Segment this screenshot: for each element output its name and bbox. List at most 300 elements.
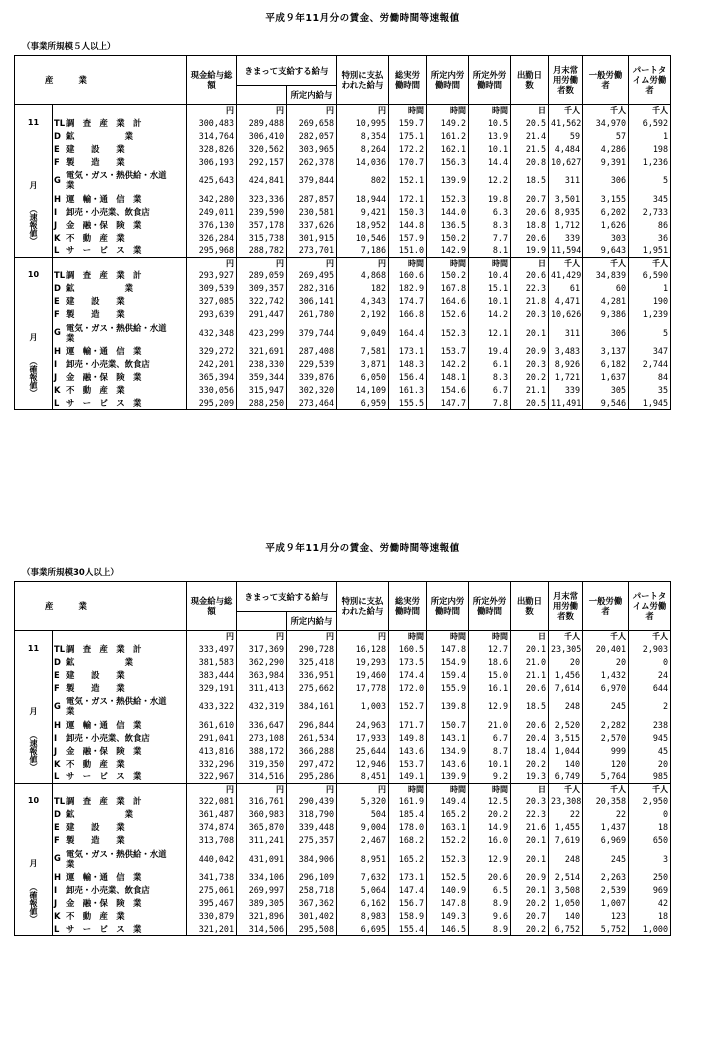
value-cell: 302,320 (287, 384, 337, 397)
value-cell: 150.7 (427, 718, 469, 731)
value-cell: 7,581 (337, 345, 389, 358)
value-cell: 289,059 (237, 269, 287, 282)
industry-code: G (54, 853, 61, 863)
table-row (15, 371, 711, 384)
value-cell: 384,161 (287, 694, 337, 718)
month-status: （確報値） (29, 357, 38, 398)
value-cell: 8.3 (469, 371, 511, 384)
value-cell: 6,050 (337, 371, 389, 384)
value-cell: 18.4 (511, 744, 549, 757)
unit-row (15, 783, 711, 795)
value-cell: 440,042 (187, 847, 237, 871)
unit-label: 日 (511, 105, 549, 117)
unit-label: 時間 (469, 257, 511, 269)
value-cell: 20.6 (469, 871, 511, 884)
cash-total-header: 現金給与総額 (187, 56, 237, 105)
unit-label: 円 (237, 257, 287, 269)
value-cell: 320,562 (237, 142, 287, 155)
value-cell: 1,721 (549, 371, 583, 384)
unit-blank (53, 105, 187, 117)
value-cell: 342,280 (187, 192, 237, 205)
industry-code: F (54, 156, 60, 167)
value-cell: 171.7 (389, 718, 427, 731)
value-cell: 379,844 (287, 168, 337, 192)
header-row (15, 56, 711, 86)
value-cell: 10,627 (549, 155, 583, 168)
value-cell: 345 (629, 192, 671, 205)
unit-label: 円 (287, 631, 337, 643)
value-cell: 379,744 (287, 321, 337, 345)
value-cell: 336,647 (237, 718, 287, 731)
value-cell: 2,733 (629, 205, 671, 218)
part-time-header: パートタイム労働者 (629, 582, 671, 631)
value-cell: 295,209 (187, 397, 237, 410)
value-cell: 20.9 (511, 871, 549, 884)
value-cell: 269,495 (287, 269, 337, 282)
value-cell: 1,712 (549, 218, 583, 231)
value-cell: 644 (629, 681, 671, 694)
value-cell: 504 (337, 808, 389, 821)
value-cell: 322,081 (187, 795, 237, 808)
value-cell: 296,844 (287, 718, 337, 731)
table-row (15, 834, 711, 847)
value-cell: 334,106 (237, 871, 287, 884)
value-cell: 6.7 (469, 731, 511, 744)
value-cell: 5,064 (337, 884, 389, 897)
industry-name: 卸売・小売業、飲食店 (66, 206, 150, 217)
value-cell: 9,391 (583, 155, 629, 168)
unit-label: 円 (287, 257, 337, 269)
industry-label (53, 655, 187, 668)
industry-name: 不 動 産 業 (66, 758, 125, 769)
overtime-hours-header: 所定外労働時間 (469, 56, 511, 105)
value-cell: 163.1 (427, 821, 469, 834)
table-row (15, 384, 711, 397)
value-cell: 20.3 (511, 795, 549, 808)
value-cell: 1,003 (337, 694, 389, 718)
value-cell: 2,192 (337, 308, 389, 321)
value-cell: 20.6 (511, 269, 549, 282)
industry-label (53, 205, 187, 218)
industry-label (53, 218, 187, 231)
value-cell: 152.1 (389, 168, 427, 192)
value-cell: 3,155 (583, 192, 629, 205)
table-row (15, 321, 711, 345)
special-pay-header: 特別に支払われた給与 (337, 582, 389, 631)
industry-label (53, 821, 187, 834)
unit-row (15, 105, 711, 117)
value-cell: 157.9 (389, 231, 427, 244)
industry-code: L (54, 245, 60, 256)
value-cell: 25,644 (337, 744, 389, 757)
table-row (15, 923, 711, 936)
value-cell: 413,816 (187, 744, 237, 757)
industry-name: 建 設 業 (66, 296, 125, 306)
value-cell: 275,061 (187, 884, 237, 897)
value-cell: 14.9 (469, 821, 511, 834)
value-cell: 162.1 (427, 142, 469, 155)
industry-name: 不 動 産 業 (66, 911, 125, 921)
size-scale-label: （事業所規模５人以上） (22, 42, 116, 52)
unit-label: 時間 (427, 105, 469, 117)
value-cell: 3,137 (583, 345, 629, 358)
value-cell: 388,172 (237, 744, 287, 757)
industry-label (53, 923, 187, 936)
value-cell: 2,282 (583, 718, 629, 731)
value-cell: 985 (629, 770, 671, 783)
industry-label (53, 295, 187, 308)
industry-name: 運 輸・通 信 業 (66, 346, 142, 356)
industry-label (53, 871, 187, 884)
value-cell: 330,056 (187, 384, 237, 397)
value-cell: 306,410 (237, 129, 287, 142)
value-cell: 381,583 (187, 655, 237, 668)
value-cell: 336,951 (287, 668, 337, 681)
industry-label (53, 116, 187, 129)
table-row (15, 295, 711, 308)
value-cell: 306 (583, 321, 629, 345)
value-cell: 140.9 (427, 884, 469, 897)
value-cell: 19.4 (469, 345, 511, 358)
value-cell: 300,483 (187, 116, 237, 129)
value-cell: 7,614 (549, 681, 583, 694)
industry-name: 製 造 業 (66, 682, 125, 693)
value-cell: 6,202 (583, 205, 629, 218)
value-cell: 11,491 (549, 397, 583, 410)
value-cell: 6,749 (549, 770, 583, 783)
unit-label: 千人 (549, 105, 583, 117)
unit-blank (53, 783, 187, 795)
industry-label (53, 129, 187, 142)
value-cell: 317,369 (237, 642, 287, 655)
value-cell: 802 (337, 168, 389, 192)
industry-name: 電気・ガス・熱供給・水道業 (66, 170, 167, 190)
value-cell: 2,520 (549, 718, 583, 731)
value-cell: 363,984 (237, 668, 287, 681)
unit-label: 千人 (583, 257, 629, 269)
value-cell: 165.2 (389, 847, 427, 871)
unit-label: 時間 (389, 257, 427, 269)
industry-name: 卸売・小売業、飲食店 (66, 732, 150, 743)
value-cell: 269,997 (237, 884, 287, 897)
value-cell: 12.1 (469, 321, 511, 345)
value-cell: 2,514 (549, 871, 583, 884)
value-cell: 262,378 (287, 155, 337, 168)
unit-label: 千人 (549, 631, 583, 643)
table-row (15, 142, 711, 155)
value-cell: 366,288 (287, 744, 337, 757)
stats-table (14, 55, 711, 410)
industry-label (53, 397, 187, 410)
value-cell: 395,467 (187, 897, 237, 910)
header-row (15, 582, 711, 612)
value-cell: 20.2 (511, 897, 549, 910)
unit-label: 時間 (389, 783, 427, 795)
value-cell: 8,983 (337, 910, 389, 923)
unit-label: 日 (511, 783, 549, 795)
industry-label (53, 142, 187, 155)
industry-name: 建 設 業 (66, 669, 125, 680)
value-cell: 314,764 (187, 129, 237, 142)
table-row (15, 884, 711, 897)
value-cell: 2,539 (583, 884, 629, 897)
value-cell: 190 (629, 295, 671, 308)
value-cell: 19,293 (337, 655, 389, 668)
value-cell: 4,281 (583, 295, 629, 308)
industry-code: G (54, 700, 61, 711)
industry-name: 金 融・保 険 業 (66, 745, 142, 756)
value-cell: 21.1 (511, 384, 549, 397)
value-cell: 120 (583, 757, 629, 770)
unit-label: 時間 (469, 631, 511, 643)
value-cell: 297,472 (287, 757, 337, 770)
value-cell: 20.6 (511, 718, 549, 731)
industry-label (53, 168, 187, 192)
value-cell: 2,744 (629, 358, 671, 371)
value-cell: 282,316 (287, 282, 337, 295)
value-cell: 20.1 (511, 884, 549, 897)
value-cell: 321,201 (187, 923, 237, 936)
unit-label: 時間 (389, 105, 427, 117)
value-cell: 245 (583, 847, 629, 871)
value-cell: 273,108 (237, 731, 287, 744)
value-cell: 60 (583, 282, 629, 295)
value-cell: 172.2 (389, 142, 427, 155)
value-cell: 20.1 (511, 847, 549, 871)
value-cell: 20.7 (511, 192, 549, 205)
value-cell: 22.3 (511, 808, 549, 821)
month-suffix: 月 (29, 706, 38, 716)
industry-code: F (54, 835, 60, 845)
value-cell: 10,995 (337, 116, 389, 129)
table-row (15, 308, 711, 321)
value-cell: 250 (629, 871, 671, 884)
value-cell: 20.2 (469, 808, 511, 821)
value-cell: 20.1 (511, 834, 549, 847)
value-cell: 365,870 (237, 821, 287, 834)
general-workers-header: 一般労働者 (583, 582, 629, 631)
industry-code: D (54, 130, 61, 141)
value-cell: 238 (629, 718, 671, 731)
industry-name: 金 融・保 険 業 (66, 219, 142, 230)
industry-label (53, 897, 187, 910)
value-cell: 6.1 (469, 358, 511, 371)
unit-label: 千人 (583, 783, 629, 795)
special-pay-header: 特別に支払われた給与 (337, 56, 389, 105)
value-cell: 18 (629, 910, 671, 923)
value-cell: 2,570 (583, 731, 629, 744)
value-cell: 1,945 (629, 397, 671, 410)
industry-label (53, 910, 187, 923)
table-row (15, 910, 711, 923)
value-cell: 303 (583, 231, 629, 244)
value-cell: 18.5 (511, 168, 549, 192)
total-hours-header: 総実労働時間 (389, 582, 427, 631)
value-cell: 360,983 (237, 808, 287, 821)
scheduled-hours-header: 所定内労働時間 (427, 582, 469, 631)
value-cell: 160.6 (389, 269, 427, 282)
value-cell: 123 (583, 910, 629, 923)
value-cell: 10.1 (469, 757, 511, 770)
table-row (15, 731, 711, 744)
value-cell: 7,186 (337, 244, 389, 257)
value-cell: 8.3 (469, 218, 511, 231)
table-row (15, 397, 711, 410)
industry-name: 鉱 業 (66, 809, 133, 819)
value-cell: 287,857 (287, 192, 337, 205)
value-cell: 20,401 (583, 642, 629, 655)
unit-label: 円 (337, 257, 389, 269)
month-number: 10 (27, 796, 40, 806)
value-cell: 282,057 (287, 129, 337, 142)
unit-label: 時間 (427, 257, 469, 269)
value-cell: 20.5 (511, 116, 549, 129)
table-row (15, 795, 711, 808)
industry-label (53, 358, 187, 371)
value-cell: 969 (629, 884, 671, 897)
value-cell: 288,782 (237, 244, 287, 257)
industry-code: E (54, 143, 60, 154)
month-cell (15, 257, 53, 410)
value-cell: 432,319 (237, 694, 287, 718)
value-cell: 152.2 (427, 834, 469, 847)
industry-label (53, 155, 187, 168)
value-cell: 148.3 (389, 358, 427, 371)
value-cell: 13.9 (469, 129, 511, 142)
value-cell: 3 (629, 847, 671, 871)
industry-code: K (54, 232, 61, 243)
value-cell: 19.9 (511, 244, 549, 257)
industry-label (53, 744, 187, 757)
value-cell: 154.6 (427, 384, 469, 397)
value-cell: 1,239 (629, 308, 671, 321)
value-cell: 19.3 (511, 770, 549, 783)
table-row (15, 694, 711, 718)
value-cell: 18.5 (511, 694, 549, 718)
value-cell: 339 (549, 384, 583, 397)
value-cell: 20.9 (511, 345, 549, 358)
industry-name: 鉱 業 (66, 656, 133, 667)
days-header: 出勤日数 (511, 582, 549, 631)
value-cell: 258,718 (287, 884, 337, 897)
value-cell: 8,951 (337, 847, 389, 871)
value-cell: 10,546 (337, 231, 389, 244)
value-cell: 86 (629, 218, 671, 231)
value-cell: 2,950 (629, 795, 671, 808)
value-cell: 19,460 (337, 668, 389, 681)
industry-code: J (54, 372, 58, 382)
industry-code: TL (54, 270, 66, 280)
value-cell: 339,448 (287, 821, 337, 834)
value-cell: 161.2 (427, 129, 469, 142)
value-cell: 143.6 (427, 757, 469, 770)
value-cell: 8.9 (469, 897, 511, 910)
value-cell: 6.5 (469, 884, 511, 897)
value-cell: 156.3 (427, 155, 469, 168)
table-row (15, 155, 711, 168)
value-cell: 41,429 (549, 269, 583, 282)
value-cell: 261,780 (287, 308, 337, 321)
industry-label (53, 192, 187, 205)
value-cell: 149.2 (427, 116, 469, 129)
value-cell: 290,439 (287, 795, 337, 808)
industry-label (53, 795, 187, 808)
value-cell: 21.4 (511, 129, 549, 142)
value-cell: 143.6 (389, 744, 427, 757)
fixed-pay-header: きまって支給する給与 (237, 582, 337, 612)
industry-label (53, 244, 187, 257)
table-row (15, 269, 711, 282)
value-cell: 143.1 (427, 731, 469, 744)
value-cell: 321,691 (237, 345, 287, 358)
value-cell: 9,386 (583, 308, 629, 321)
industry-name: 建 設 業 (66, 143, 125, 154)
month-status: （確報値） (29, 883, 38, 924)
value-cell: 1,455 (549, 821, 583, 834)
unit-label: 円 (187, 783, 237, 795)
value-cell: 170.7 (389, 155, 427, 168)
table-row (15, 116, 711, 129)
unit-label: 時間 (469, 105, 511, 117)
value-cell: 22.3 (511, 282, 549, 295)
industry-label (53, 308, 187, 321)
value-cell: 2,467 (337, 834, 389, 847)
value-cell: 16.1 (469, 681, 511, 694)
value-cell: 323,336 (237, 192, 287, 205)
value-cell: 165.2 (427, 808, 469, 821)
value-cell: 275,357 (287, 834, 337, 847)
value-cell: 433,322 (187, 694, 237, 718)
value-cell: 20.6 (511, 681, 549, 694)
industry-label (53, 718, 187, 731)
month-number: 10 (27, 270, 40, 280)
industry-header: 産 業 (15, 582, 187, 631)
table-row (15, 231, 711, 244)
value-cell: 22 (583, 808, 629, 821)
table-row (15, 345, 711, 358)
value-cell: 152.7 (389, 694, 427, 718)
value-cell: 16,128 (337, 642, 389, 655)
value-cell: 164.6 (427, 295, 469, 308)
value-cell: 36 (629, 231, 671, 244)
value-cell: 311 (549, 168, 583, 192)
value-cell: 8,926 (549, 358, 583, 371)
value-cell: 20.2 (511, 757, 549, 770)
industry-code: H (54, 193, 62, 204)
value-cell: 945 (629, 731, 671, 744)
industry-code: I (54, 732, 58, 743)
industry-code: L (54, 923, 60, 934)
value-cell: 275,662 (287, 681, 337, 694)
value-cell: 16.0 (469, 834, 511, 847)
value-cell: 248 (549, 847, 583, 871)
industry-name: 運 輸・通 信 業 (66, 872, 142, 882)
industry-code: G (54, 327, 61, 337)
value-cell: 289,488 (237, 116, 287, 129)
industry-label (53, 371, 187, 384)
value-cell: 9,004 (337, 821, 389, 834)
value-cell: 4,471 (549, 295, 583, 308)
value-cell: 21.8 (511, 295, 549, 308)
value-cell: 8,935 (549, 205, 583, 218)
value-cell: 155.4 (389, 923, 427, 936)
value-cell: 161.3 (389, 384, 427, 397)
industry-name: 運 輸・通 信 業 (66, 719, 142, 730)
value-cell: 155.9 (427, 681, 469, 694)
value-cell: 4,484 (549, 142, 583, 155)
table-row (15, 757, 711, 770)
unit-blank (53, 631, 187, 643)
